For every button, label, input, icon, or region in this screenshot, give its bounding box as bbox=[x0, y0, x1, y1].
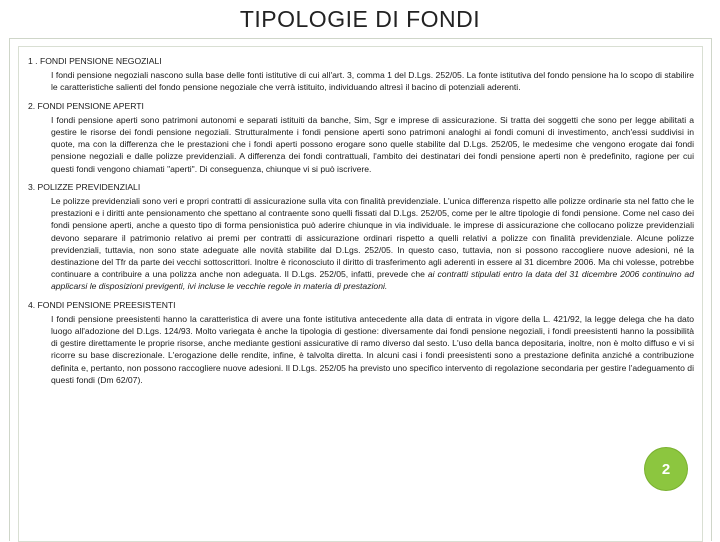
page-title: TIPOLOGIE DI FONDI bbox=[239, 6, 481, 32]
content-area bbox=[28, 55, 694, 392]
section-polizze-previdenziali bbox=[28, 181, 694, 293]
section-heading: 3. POLIZZE PREVIDENZIALI bbox=[28, 181, 141, 192]
page-number-badge: 2 bbox=[645, 448, 687, 490]
section-heading: 2. FONDI PENSIONE APERTI bbox=[28, 100, 144, 111]
section-fondi-aperti bbox=[28, 100, 694, 175]
section-body-text: Le polizze previdenziali sono veri e propri contratti di assicurazione sulla vita con finalità previdenziale. L'unica differenza rispetto alle polizze ordinarie sta nel fatto che le prestazioni e i diritti ante pensionamento che spettano al contraente sono quelli fissati dal D.Lgs. 252/05, come per le altre tipologie di fondi pensione. Come nel caso dei fondi pensione aperti, anche a questo tipo di forma pensionistica può aderire chiunque in via individuale. le imprese di assicurazione che collocano polizze previdenziali devono separare il patrimonio relativo ai premi per contratti di assicurazione ordinari rispetto a quelli relativi a polizze con finalità previdenziale. Alcune polizze previdenziali, tuttavia, non sono state adeguate alle novità stabilite dal D.Lgs. 252/05. In questo caso, tuttavia, non si possono raccogliere nuove adesioni, né la destinazione del Tfr da parte dei vecchi sottoscrittori. Inoltre è riconosciuto il diritto di trasferimento agli aderenti in essere al 31 dicembre 2006. Ma chi volesse, potrebbe continuare a contribuire a una polizza anche non adeguata. Il D.Lgs. 252/05, infatti, prevede che bbox=[51, 196, 694, 280]
section-body: I fondi pensione negoziali nascono sulla base delle fonti istitutive di cui all'art. 3, comma 1 del D.Lgs. 252/05. La fonte istitutiva del fondo pensione ha lo scopo di stabilire le caratteristiche salienti del fondo pensione negoziale che verrà istituito, individuando altresì il bacino di potenziali aderenti. bbox=[51, 70, 694, 93]
section-body: I fondi pensione aperti sono patrimoni autonomi e separati istituiti da banche, Sim, Sgr e imprese di assicurazione. Si tratta dei soggetti che sono per legge abilitati a gestire le risorse dei fondi pensione negoziali. Strutturalmente i fondi pensione aperti sono patrimoni analoghi ai fondi comuni di investimento, anch'essi suddivisi in quote, ma con la differenza che le prestazioni che i fondi aperti possono erogare sono quelle stabilite dal D.Lgs. 252/05, le medesime che vengono erogate dai fondi pensione negoziali e dalle polizze previdenziali. A differenza dei fondi contrattuali, l'ambito dei destinatari dei fondi pensione aperti non è predefinito, ragione per cui questi fondi vengono chiamati "aperti". Di conseguenza, chiunque vi si può iscrivere. bbox=[51, 114, 694, 174]
section-body bbox=[51, 195, 694, 293]
section-fondi-preesistenti bbox=[28, 299, 694, 386]
section-body-italic-text: ai contratti stipulati entro la data del 31 dicembre 2006 continuino ad applicarsi le disposizioni previgenti, ivi incluse le vecchie regole in materia di prestazioni. bbox=[51, 269, 694, 292]
section-heading: 4. FONDI PENSIONE PREESISTENTI bbox=[28, 299, 176, 310]
section-fondi-negoziali bbox=[28, 55, 694, 94]
section-body: I fondi pensione preesistenti hanno la caratteristica di avere una fonte istitutiva antecedente alla data di entrata in vigore della L. 421/92, la legge delega che ha dato luogo all'adozione del D.Lgs. 124/93. Molto variegata è anche la tipologia di gestione: diversamente dai fondi pensione negoziali, i fondi preesistenti hanno la possibilità di gestire direttamente le proprie risorse, anche mediante gestioni assicurative di ramo diverso dal sesto. L'uso della banca depositaria, inoltre, non è molto diffuso e vi si ricorre su base discrezionale. L'erogazione delle rendite, infine, è talvolta diretta. In alcuni casi i fondi preesistenti sono a prestazione definita anziché a contribuzione definita e, pertanto, non possono raccogliere nuove adesioni. Il D.Lgs. 252/05 ha previsto uno specifico intervento di regolazione secondaria per gestire l'adeguamento di questi fondi (Dm 62/07). bbox=[51, 313, 694, 385]
section-heading: 1 . FONDI PENSIONE NEGOZIALI bbox=[28, 56, 162, 66]
